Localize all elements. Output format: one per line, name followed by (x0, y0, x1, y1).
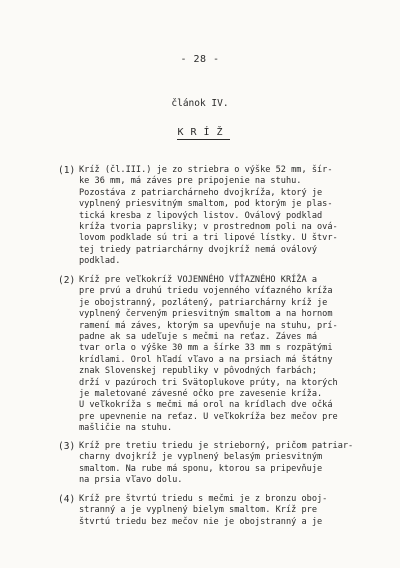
text-line: Pozostáva z patriarchárneho dvojkríža, ktorý je (79, 187, 323, 198)
text-line: stranný a je vyplnený bielym smaltom. Kríž pre (79, 505, 317, 516)
text-line: smaltom. Na rube má sponu, ktorou sa pripevňuje (79, 463, 323, 474)
text-line: charny dvojkríž je vyplnený belasým priesvitným (79, 452, 323, 463)
paragraph-text (79, 275, 338, 434)
text-line: podklad. (79, 256, 121, 267)
text-line: drží v pazúroch tri Svätoplukove prúty, na ktorých (79, 377, 338, 388)
text-line: tická kresba z lipových listov. Oválový podklad (79, 210, 323, 221)
text-line: pre prvú a druhú triedu vojenného víťazného kríža (79, 286, 333, 297)
page-number: - 28 - (180, 54, 220, 65)
text-line: pre upevnenie na reťaz. U veľkokríža bez mečov pre (79, 411, 338, 422)
text-line: je obojstranný, pozlátený, patriarchárny kríž je (79, 297, 328, 308)
text-line: padne ak sa udeľuje s mečmi na reťaz. Záves má (79, 331, 317, 342)
paragraph-text (79, 441, 353, 487)
text-line: ramení má záves, ktorým sa upevňuje na stuhu, prí- (79, 320, 338, 331)
text-line: znak Slovenskej republiky v pôvodných farbách; (79, 366, 317, 377)
text-line: U veľkokríža s mečmi má orol na krídlach dve očká (79, 400, 333, 411)
paragraph-text (79, 165, 338, 268)
text-line: lovom podklade sú tri a tri lipové lístky. U štvr- (79, 233, 338, 244)
paragraph-number: (1) (58, 165, 76, 176)
paragraph-number: (4) (58, 494, 76, 505)
text-line: je maletované závesné očko pre zavesenie kríža. (79, 388, 323, 399)
text-line: vyplnený priesvitným smaltom, pod ktorým je plas- (79, 199, 333, 210)
paragraph-text (79, 494, 327, 528)
article-title (0, 127, 400, 138)
text-line: mašličie na stuhu. (79, 423, 173, 434)
text-line: krídlami. Orol hľadí vľavo a na prsiach má štátny (79, 354, 333, 365)
text-line: Kríž pre tretiu triedu je strieborný, pričom patriar- (79, 441, 354, 451)
text-line: ke 36 mm, má záves pre pripojenie na stuhu. (79, 176, 302, 187)
text-line: tvar orla o výške 30 mm a šírke 33 mm s rozpätými (79, 343, 333, 354)
paragraph-number: (3) (58, 441, 76, 452)
article-title-text: KRÍŽ (177, 127, 230, 138)
text-line: Kríž pre veľkokríž VOJENNÉHO VÍŤAZNÉHO KRÍŽA a (79, 275, 317, 285)
text-line: štvrtú triedu bez mečov nie je obojstranný a je (79, 516, 323, 527)
text-line: Kríž (čl.III.) je zo striebra o výške 52 mm, šír- (79, 165, 333, 175)
text-line: vyplnený červeným priesvitným smaltom a na hornom (79, 309, 333, 320)
text-line: tej triedy patriarchárny dvojkríž nemá oválový (79, 244, 317, 255)
text-line: kríža tvoria paprsliky; v prostrednom poli na ová- (79, 221, 338, 232)
paragraph-number: (2) (58, 275, 76, 286)
article-label: článok IV. (171, 98, 229, 109)
text-line: na prsia vľavo dolu. (79, 475, 183, 486)
text-line: Kríž pre štvrtú triedu s mečmi je z bronzu oboj- (79, 494, 328, 504)
